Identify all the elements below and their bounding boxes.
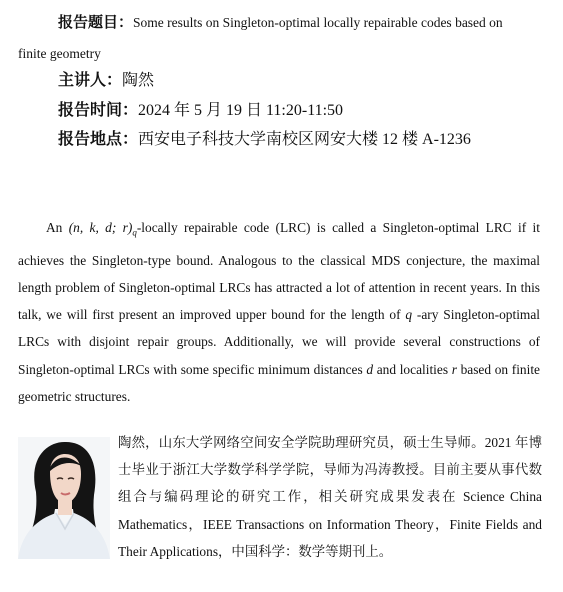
title-label: 报告题目： xyxy=(58,15,134,31)
abstract-text-2: -locally repairable code (LRC) is called a Singleton-optimal LRC if it achieves the Singleton-type bound. Analogous to the classical MDS conjecture, the maximal length problem of Singleton-optimal LRCs has attracted a lot of attention in recent years. In this talk, we will first present an improved upper bound for the length of xyxy=(18,220,541,323)
talk-title-part1: Some results on Singleton-optimal locally repairable codes based on xyxy=(133,15,503,30)
talk-time: 2024 年 5 月 19 日 11:20-11:50 xyxy=(138,102,344,119)
abstract-math-d: d xyxy=(366,361,374,377)
abstract-text-3: -ary Singleton-optimal LRCs with disjoint repair groups. Additionally, we will provide several constructions of Singleton-optimal LRCs with some specific minimum distances xyxy=(18,307,540,377)
abstract-text-1: An xyxy=(46,220,69,235)
abstract-math-code: (n, k, d; r) xyxy=(68,220,133,235)
abstract-paragraph xyxy=(18,214,540,410)
time-label: 报告时间： xyxy=(58,102,139,119)
abstract-math-sub: q xyxy=(132,227,137,238)
speaker-line xyxy=(58,70,154,92)
abstract-text-4: and localities xyxy=(373,361,452,377)
speaker-photo xyxy=(18,437,110,559)
abstract-math-r: r xyxy=(451,361,457,377)
speaker-label: 主讲人： xyxy=(58,72,123,89)
abstract-text-5: based on finite geometric structures. xyxy=(18,361,541,404)
speaker-bio: 陶然，山东大学网络空间安全学院助理研究员，硕士生导师。2021 年博士毕业于浙江大学数学科学学院，导师为冯涛教授。目前主要从事代数组合与编码理论的研究工作，相关研究成果发表在 Science China Mathematics，IEEE Transactions on Information Theory，Finite Fields and Their Applications，中国科学：数学等期刊上。 xyxy=(118,435,542,559)
talk-place: 西安电子科技大学南校区网安大楼 12 楼 A-1236 xyxy=(138,131,471,148)
place-line xyxy=(58,129,471,151)
time-line xyxy=(58,100,343,122)
abstract-math-q: q xyxy=(405,307,413,323)
place-label: 报告地点： xyxy=(58,131,139,148)
speaker-name: 陶然 xyxy=(122,72,155,89)
title-line xyxy=(58,12,503,34)
speaker-portrait-illustration xyxy=(18,437,110,559)
talk-title-part2: finite geometry xyxy=(18,46,101,61)
